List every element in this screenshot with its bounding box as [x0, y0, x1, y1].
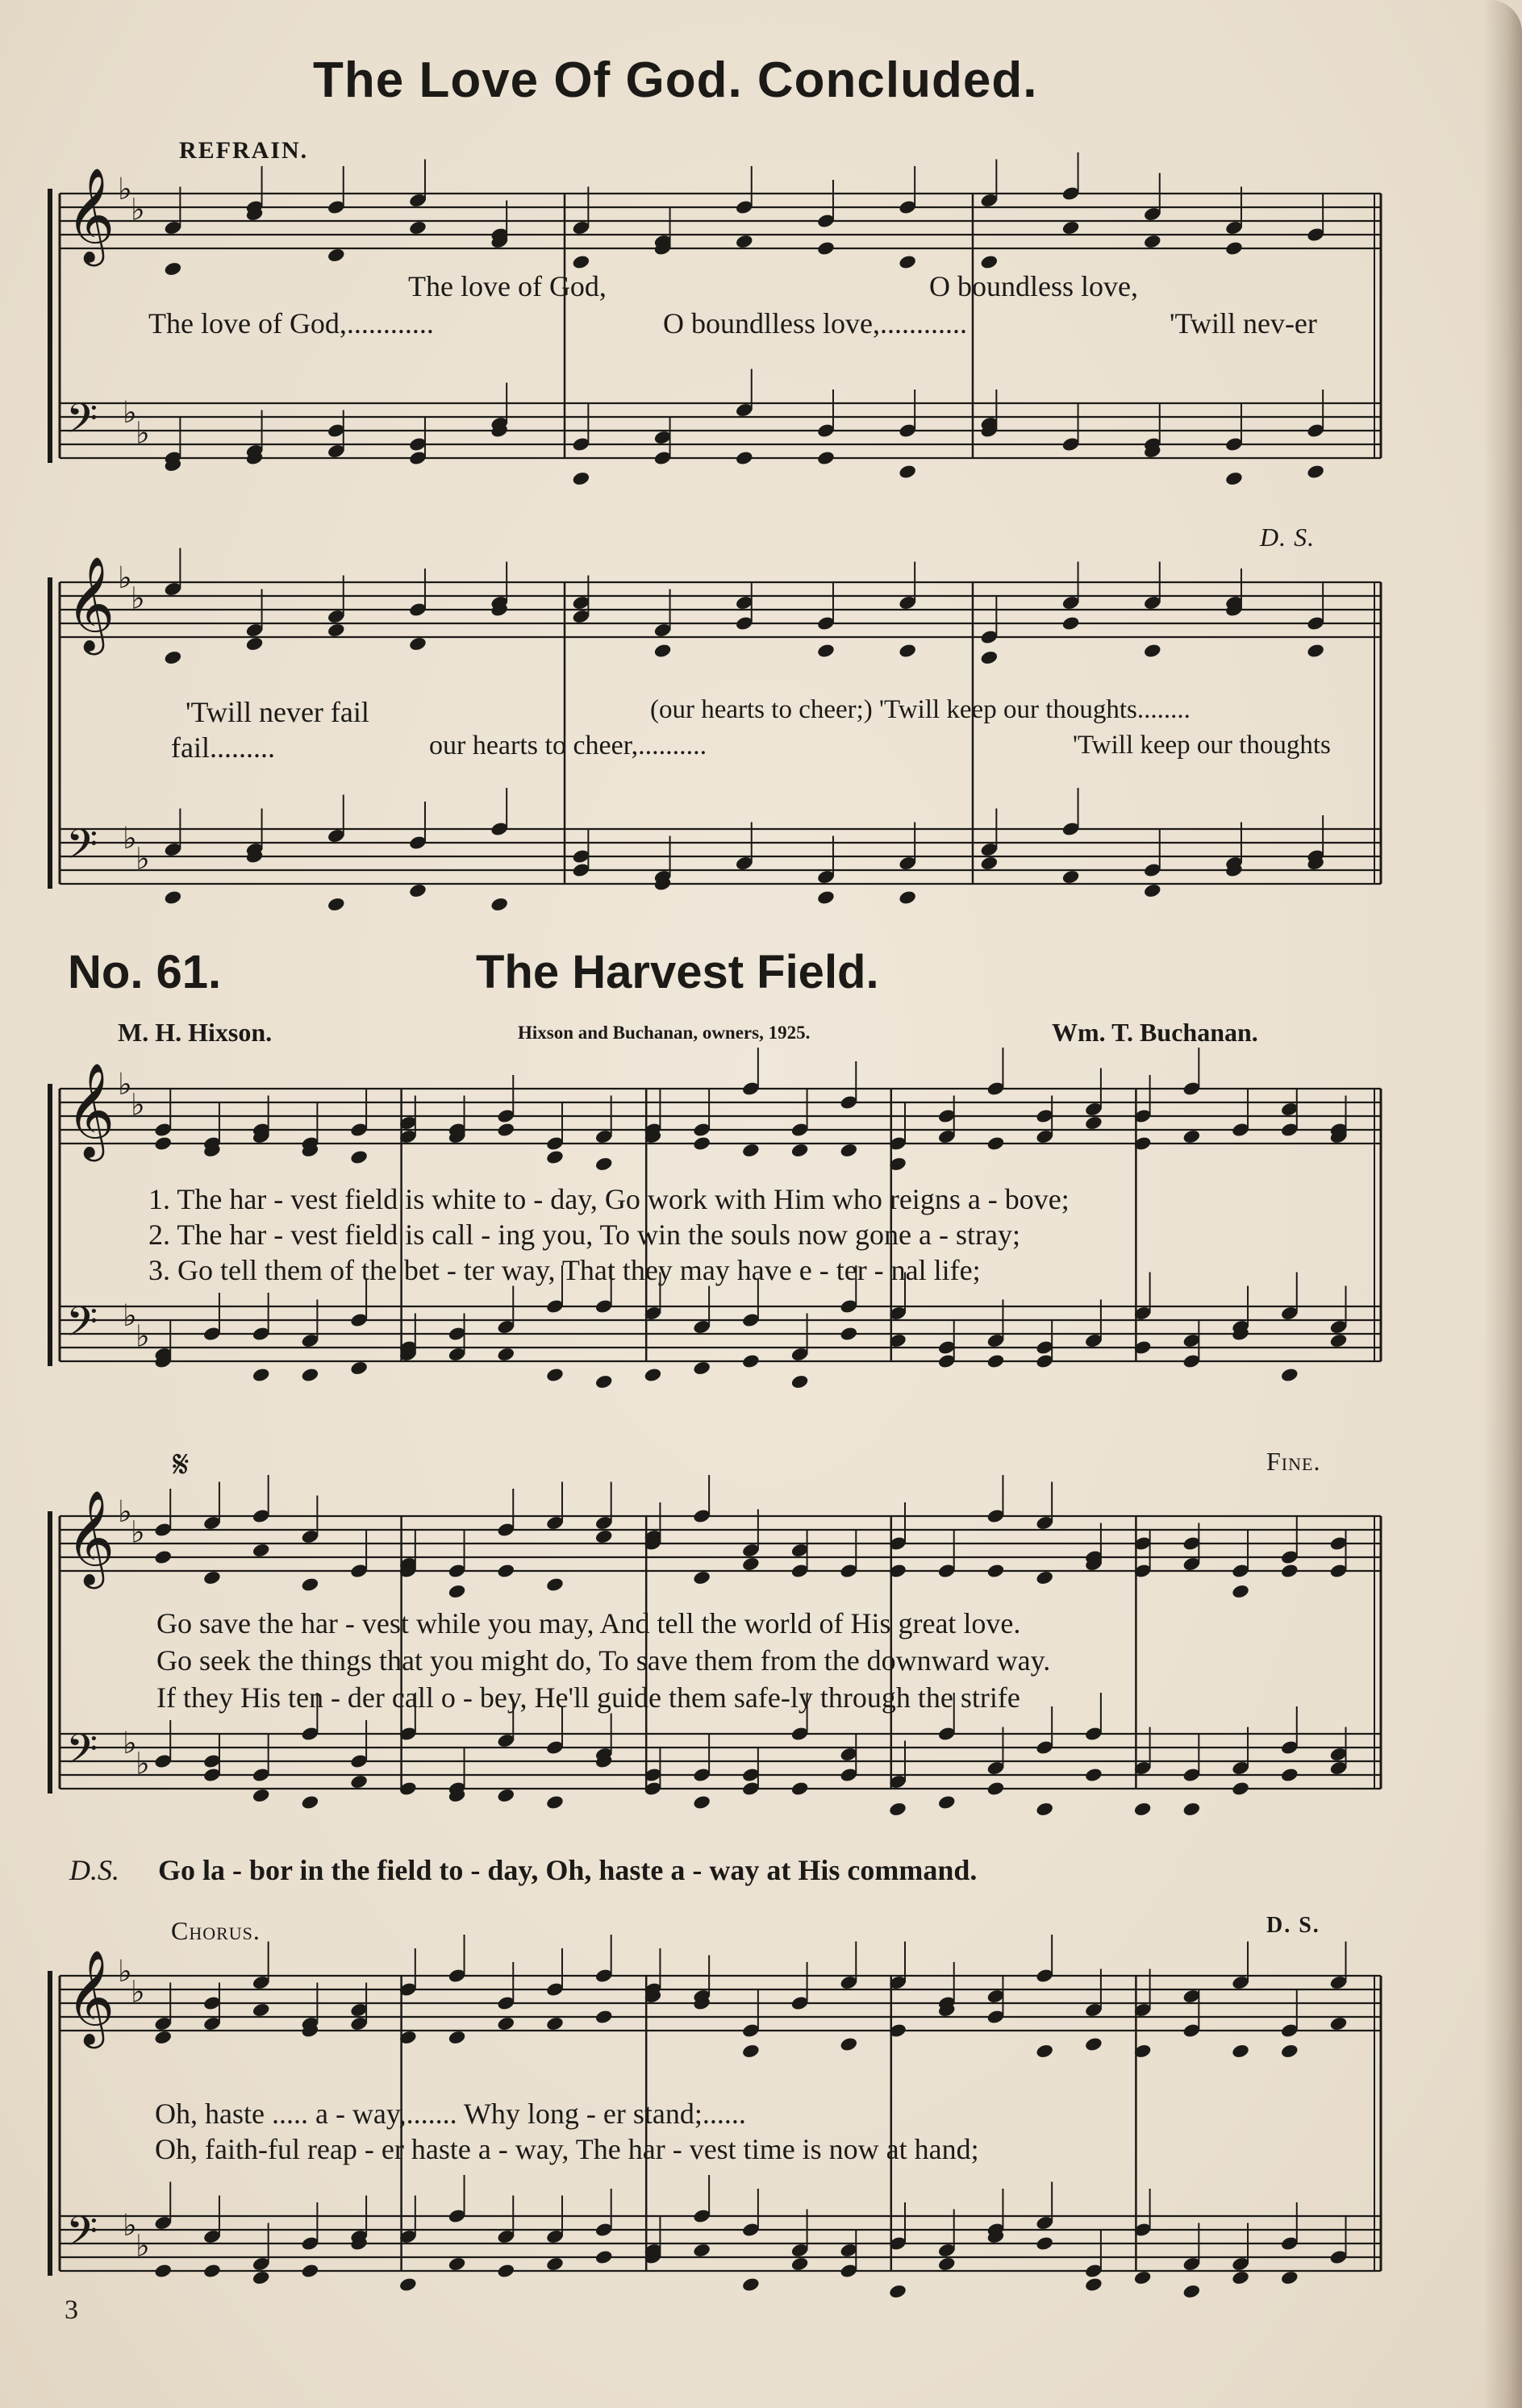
refrain-system-2-treble-notehead	[898, 643, 917, 659]
hymn-system-1-treble-notehead	[594, 1156, 614, 1173]
refrain-system-2-flat-icon: ♭	[136, 840, 150, 877]
verse-line-1: 1. The har - vest field is white to - day, Go work with Him who reigns a - bove;	[148, 1183, 1070, 1215]
chorus-system-bass-notehead	[448, 2256, 467, 2273]
chorus-system-bass-clef-icon: 𝄢	[66, 2207, 98, 2265]
refrain-system-2-bass-notehead	[164, 889, 183, 906]
hymn-system-2-bass-notehead	[937, 1794, 957, 1810]
refrain-system-1-treble-notehead	[408, 220, 427, 236]
continuation-ds-label: D. S.	[1260, 523, 1316, 552]
hymn-system-2-bass-notehead	[545, 1794, 565, 1810]
chorus-system-flat-icon: ♭	[118, 1952, 132, 1989]
hymn-system-2-treble-notehead	[986, 1563, 1006, 1579]
hymn-system-2-treble-notehead	[252, 1543, 271, 1559]
hymn-system-1-bass-notehead	[252, 1367, 271, 1383]
hymn-system-2-bass-notehead	[692, 1794, 711, 1810]
verse-line-5: Go seek the things that you might do, To save them from the downward way.	[156, 1644, 1051, 1677]
hymn-system-1-treble-notehead	[545, 1149, 565, 1165]
hymn-system-1-bass-notehead	[692, 1360, 711, 1377]
hymn-system-1-bass-notehead	[349, 1360, 369, 1377]
refrain-lyric-1e: 'Twill nev-er	[1170, 307, 1317, 340]
hymn-system-2-treble-notehead	[448, 1584, 467, 1600]
chorus-system-flat-icon: ♭	[136, 2227, 150, 2264]
verse-line-3: 3. Go tell them of the bet - ter way, That they may have e - ter - nal life;	[148, 1254, 981, 1286]
chorus-system-bass-notehead	[153, 2263, 173, 2279]
hymn-system-1-flat-icon: ♭	[123, 1297, 137, 1333]
refrain-lyric-2d: our hearts to cheer,..........	[429, 731, 707, 760]
refrain-lyric-2c: fail.........	[171, 731, 275, 764]
chorus-system-bass-notehead	[1133, 2270, 1153, 2286]
hymn-system-2-bass-notehead	[252, 1788, 271, 1804]
refrain-system-1-bass-notehead	[572, 471, 591, 487]
refrain-system-2-treble-clef-icon: 𝄞	[66, 556, 115, 652]
hymn-system-1-bass-notehead	[840, 1326, 859, 1342]
refrain-system-2-treble-notehead	[653, 643, 673, 659]
refrain-lyric-1d: O boundlless love,............	[663, 307, 967, 340]
hymn-system-2-treble-notehead	[1280, 1563, 1299, 1579]
hymn-system-1-treble-clef-icon: 𝄞	[66, 1062, 115, 1159]
refrain-system-1-treble-notehead	[327, 248, 346, 264]
hymn-system-1-bass-clef-icon: 𝄢	[66, 1298, 98, 1356]
hymn-number: No. 61.	[68, 946, 222, 998]
refrain-system-2-bass-notehead	[327, 897, 346, 913]
ds-line: Go la - bor in the field to - day, Oh, haste a - way at His command.	[158, 1854, 978, 1886]
hymn-system-2-bass-notehead	[1084, 1767, 1103, 1783]
hymn-system-1-treble-notehead	[840, 1143, 859, 1159]
copyright-line: Hixson and Buchanan, owners, 1925.	[518, 1023, 811, 1043]
hymn-system-2-bass-notehead	[888, 1802, 907, 1818]
chorus-system-treble-notehead	[496, 2016, 515, 2032]
refrain-system-2-treble-notehead	[245, 636, 265, 652]
chorus-system-flat-icon: ♭	[131, 1973, 145, 2010]
hymn-system-1-bass-notehead	[594, 1374, 614, 1390]
hymn-system-2-bass-notehead	[790, 1781, 810, 1797]
hymn-system-1-treble-notehead	[349, 1149, 369, 1165]
refrain-system-2-bass-notehead	[1061, 869, 1081, 885]
hymn-system-2-treble-notehead	[153, 1549, 173, 1565]
hymn-system-2-treble-clef-icon: 𝄞	[66, 1489, 115, 1586]
chorus-system-treble-notehead	[545, 2016, 565, 2032]
refrain-system-2-treble-notehead	[1306, 643, 1325, 659]
hymn-system-2-bass-notehead	[349, 1774, 369, 1790]
chorus-system-treble-notehead	[840, 2036, 859, 2052]
hymn-system-2-treble-notehead	[594, 1529, 614, 1545]
chorus-system-bass-notehead	[1035, 2235, 1054, 2252]
refrain-system-1-treble-notehead	[1224, 240, 1244, 256]
refrain-system-2-bass-notehead	[1143, 883, 1162, 899]
chorus-system-bass-notehead	[202, 2263, 222, 2279]
hymn-system-1-bass-notehead	[545, 1367, 565, 1383]
hymn-system-1-treble-notehead	[741, 1143, 761, 1159]
refrain-system-2-treble-notehead	[1061, 615, 1081, 631]
chorus-system-bass-notehead	[1182, 2284, 1202, 2300]
hymn-system-2-bass-notehead	[496, 1788, 515, 1804]
refrain-label: REFRAIN.	[179, 137, 309, 164]
hymn-system-1-flat-icon: ♭	[131, 1086, 145, 1123]
chorus-line-1: Oh, haste ..... a - way,....... Why long - er stand;......	[155, 2098, 746, 2130]
hymn-system-2-treble-notehead	[202, 1570, 222, 1586]
hymn-system-1-bass-notehead	[1329, 1333, 1349, 1349]
refrain-system-1-treble-clef-icon: 𝄞	[66, 167, 115, 264]
continuation-title: The Love Of God. Concluded.	[313, 52, 1038, 108]
chorus-system-bass-notehead	[692, 2243, 711, 2259]
chorus-system-bass-notehead	[937, 2256, 957, 2273]
refrain-system-1-bass-notehead	[898, 464, 917, 480]
chorus-ds-label: D. S.	[1266, 1913, 1320, 1938]
lyricist-credit: M. H. Hixson.	[118, 1018, 273, 1047]
hymn-title: The Harvest Field.	[476, 946, 879, 998]
hymn-system-2-flat-icon: ♭	[123, 1724, 137, 1760]
verse-line-6: If they His ten - der call o - bey, He'll guide them safe-ly through the strife	[156, 1681, 1020, 1714]
refrain-lyric-1b: O boundless love,	[929, 270, 1138, 302]
refrain-system-1-bass-notehead	[816, 450, 836, 466]
hymn-system-2-bass-notehead	[1280, 1767, 1299, 1783]
hymn-system-2-bass-notehead	[301, 1794, 320, 1810]
refrain-system-1-bass-notehead	[1306, 464, 1325, 480]
refrain-system-2-treble-notehead	[980, 650, 999, 666]
refrain-system-1-flat-icon: ♭	[123, 394, 137, 430]
hymn-system-1-flat-icon: ♭	[118, 1065, 132, 1102]
refrain-system-2-flat-icon: ♭	[118, 559, 132, 595]
refrain-system-2-bass-clef-icon: 𝄢	[66, 820, 98, 878]
chorus-system-bass-notehead	[252, 2270, 271, 2286]
refrain-system-2-bass-notehead	[408, 883, 427, 899]
hymn-system-2-bass-notehead	[1133, 1802, 1153, 1818]
chorus-system-bass-notehead	[545, 2256, 565, 2273]
chorus-system-treble-clef-icon: 𝄞	[66, 1949, 115, 2046]
refrain-system-2-treble-notehead	[327, 623, 346, 639]
refrain-system-1-treble-notehead	[980, 254, 999, 270]
hymn-system-1-bass-notehead	[496, 1347, 515, 1363]
chorus-label: Chorus.	[171, 1916, 261, 1945]
chorus-system-bass-notehead	[496, 2263, 515, 2279]
refrain-system-1-flat-icon: ♭	[118, 170, 132, 206]
refrain-system-1-bass-notehead	[1224, 471, 1244, 487]
staff-systems	[50, 152, 1381, 2299]
refrain-system-1-treble-notehead	[735, 234, 754, 250]
chorus-system-bass-notehead	[398, 2277, 418, 2293]
refrain-system-2-treble-notehead	[816, 643, 836, 659]
chorus-system-treble-notehead	[153, 2030, 173, 2046]
chorus-system-bass-notehead	[790, 2256, 810, 2273]
refrain-lyric-2e: 'Twill keep our thoughts	[1073, 731, 1331, 760]
chorus-system-bass-notehead	[1280, 2270, 1299, 2286]
chorus-system-treble-notehead	[252, 2002, 271, 2018]
hymn-system-1-bass-notehead	[986, 1353, 1006, 1369]
hymn-system-2-treble-notehead	[1231, 1584, 1250, 1600]
refrain-system-1-treble-notehead	[898, 254, 917, 270]
refrain-system-1-bass-clef-icon: 𝄢	[66, 394, 98, 452]
hymn-system-2-treble-notehead	[545, 1577, 565, 1593]
refrain-lyric-1c: The love of God,............	[148, 307, 434, 340]
chorus-system-treble-notehead	[1035, 2043, 1054, 2060]
hymn-system-1-treble-notehead	[153, 1135, 173, 1152]
chorus-system-bass-notehead	[741, 2277, 761, 2293]
refrain-system-2-treble-notehead	[1143, 643, 1162, 659]
refrain-system-2-bass-notehead	[898, 889, 917, 906]
hymn-system-1-treble-notehead	[790, 1143, 810, 1159]
hymn-system-1-treble-notehead	[496, 1122, 515, 1138]
fine-label: Fine.	[1266, 1447, 1321, 1476]
refrain-system-2-bass-notehead	[490, 897, 509, 913]
hymn-system-1-bass-notehead	[790, 1374, 810, 1390]
chorus-system-treble-notehead	[741, 2043, 761, 2060]
chorus-system-treble-notehead	[1231, 2043, 1250, 2060]
hymn-system-2-flat-icon: ♭	[131, 1514, 145, 1550]
hymn-system-1-bass-notehead	[301, 1367, 320, 1383]
chorus-system-treble-notehead	[1329, 2016, 1349, 2032]
chorus-system-flat-icon: ♭	[123, 2206, 137, 2243]
refrain-system-2-treble-notehead	[164, 650, 183, 666]
refrain-system-2-flat-icon: ♭	[131, 580, 145, 616]
chorus-system-bass-notehead	[1084, 2277, 1103, 2293]
chorus-system-bass-notehead	[301, 2263, 320, 2279]
hymn-system-1-bass-notehead	[741, 1353, 761, 1369]
refrain-lyric-2a: 'Twill never fail	[186, 696, 369, 728]
refrain-lyric-1a: The love of God,	[408, 270, 607, 302]
refrain-system-1-treble-notehead	[572, 254, 591, 270]
refrain-system-1-treble-notehead	[164, 261, 183, 277]
refrain-system-2-flat-icon: ♭	[123, 819, 137, 856]
chorus-system-treble-notehead	[594, 2009, 614, 2025]
hymn-system-1-treble-notehead	[1182, 1129, 1202, 1145]
refrain-system-1-flat-icon: ♭	[136, 415, 150, 451]
verse-line-4: Go save the har - vest while you may, And tell the world of His great love.	[156, 1607, 1021, 1639]
hymn-system-1-flat-icon: ♭	[136, 1318, 150, 1354]
hymn-system-2-bass-notehead	[986, 1781, 1006, 1797]
hymn-system-1-bass-notehead	[1280, 1367, 1299, 1383]
refrain-lyric-2b: (our hearts to cheer;) 'Twill keep our thoughts........	[650, 695, 1190, 724]
page-number: 3	[65, 2295, 78, 2325]
hymn-system-2-bass-notehead	[1231, 1781, 1250, 1797]
hymn-system-2-bass-clef-icon: 𝄢	[66, 1725, 98, 1783]
hymn-system-2-bass-notehead	[1035, 1802, 1054, 1818]
chorus-system-treble-notehead	[448, 2030, 467, 2046]
refrain-system-1-treble-notehead	[1143, 234, 1162, 250]
hymn-system-2-treble-notehead	[496, 1563, 515, 1579]
refrain-system-1-treble-notehead	[816, 240, 836, 256]
refrain-system-2-bass-notehead	[816, 889, 836, 906]
refrain-system-2-treble-notehead	[408, 636, 427, 652]
hymn-system-2-treble-notehead	[301, 1577, 320, 1593]
chorus-system-treble-notehead	[1084, 2036, 1103, 2052]
hymn-system-1-bass-notehead	[644, 1367, 663, 1383]
segno-icon: 𝄋	[173, 1442, 190, 1487]
chorus-system-bass-notehead	[1231, 2270, 1250, 2286]
refrain-system-1-bass-notehead	[735, 450, 754, 466]
hymn-system-2-treble-notehead	[692, 1570, 711, 1586]
chorus-system-treble-notehead	[1280, 2043, 1299, 2060]
ds-prefix: D.S.	[69, 1854, 119, 1886]
hymn-system-2-flat-icon: ♭	[118, 1493, 132, 1529]
hymn-system-1-treble-notehead	[692, 1135, 711, 1152]
chorus-system-bass-notehead	[888, 2284, 907, 2300]
verse-line-2: 2. The har - vest field is call - ing you, To win the souls now gone a - stray;	[148, 1219, 1020, 1251]
hymn-system-2-flat-icon: ♭	[136, 1745, 150, 1781]
chorus-system-bass-notehead	[594, 2249, 614, 2265]
composer-credit: Wm. T. Buchanan.	[1052, 1018, 1258, 1047]
chorus-line-2: Oh, faith-ful reap - er haste a - way, The har - vest time is now at hand;	[155, 2133, 979, 2165]
hymn-system-1-treble-notehead	[1084, 1115, 1103, 1131]
hymn-system-2-treble-notehead	[1035, 1570, 1054, 1586]
refrain-system-1-flat-icon: ♭	[131, 191, 145, 227]
refrain-system-1-treble-notehead	[1061, 220, 1081, 236]
hymn-system-1-treble-notehead	[986, 1135, 1006, 1152]
refrain-system-2-bass-notehead	[980, 856, 999, 872]
hymn-system-2-bass-notehead	[1182, 1802, 1202, 1818]
hymn-system-2-treble-notehead	[741, 1556, 761, 1573]
